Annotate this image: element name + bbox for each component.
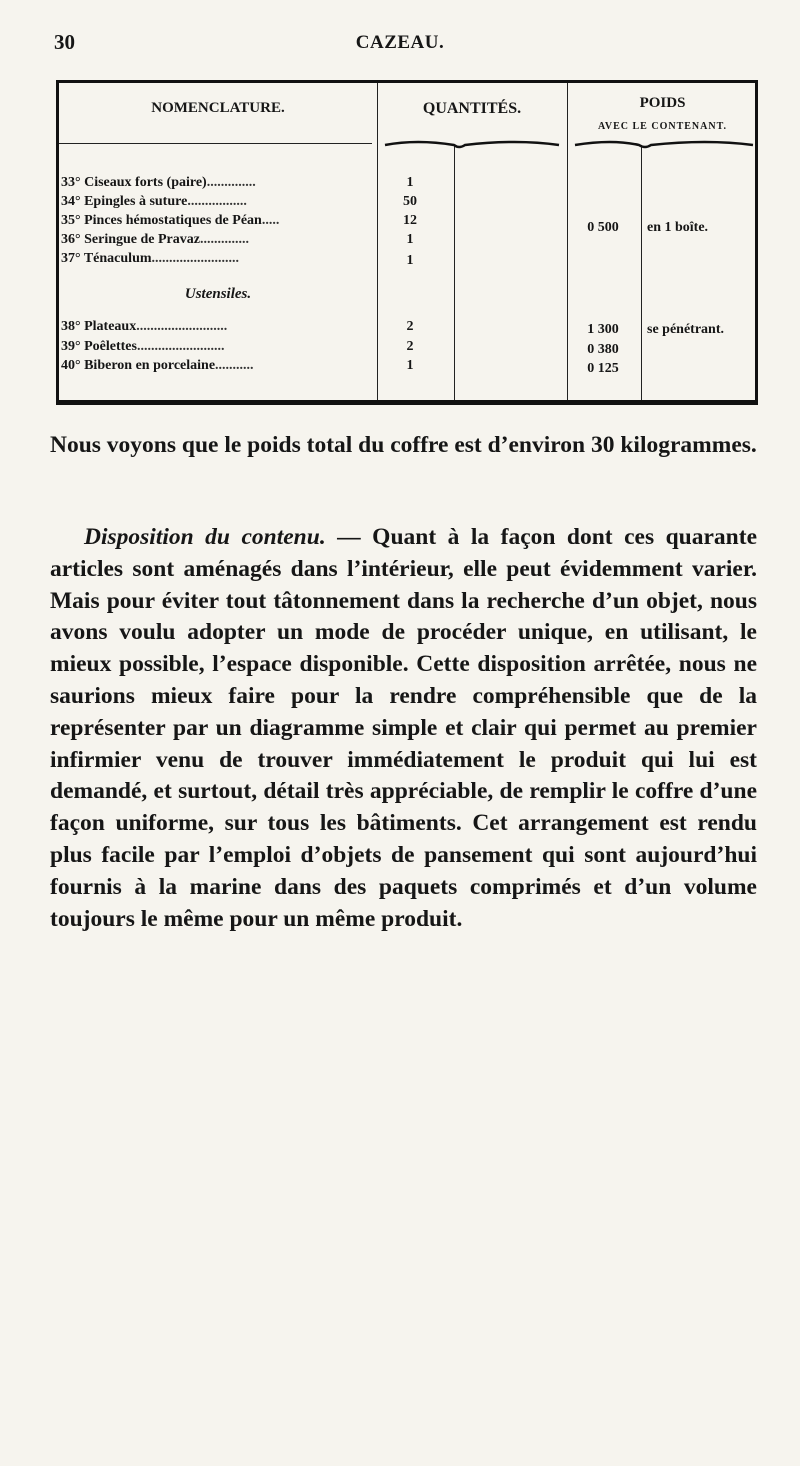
table-row-name: 36° Seringue de Pravaz.............. <box>61 232 249 247</box>
page-header <box>0 30 800 60</box>
nomenclature-table <box>56 80 758 405</box>
column-divider <box>454 145 455 400</box>
table-row-name: 39° Poêlettes......................... <box>61 339 225 354</box>
table-row-name: 37° Ténaculum......................... <box>61 251 240 266</box>
table-row-name: 35° Pinces hémostatiques de Péan..... <box>61 213 280 228</box>
table-row-name: 38° Plateaux.......................... <box>61 319 228 334</box>
table-row-weight: 0 125 <box>587 361 619 376</box>
header-rule <box>59 143 372 144</box>
paragraph-lead: Disposition du contenu. <box>84 524 326 550</box>
column-divider <box>641 145 642 400</box>
table-row-qty: 1 <box>406 175 414 190</box>
section-title: Ustensiles. <box>184 286 252 302</box>
column-header-poids-sub: AVEC LE CONTENANT. <box>597 121 728 132</box>
table-row-weight: 0 380 <box>587 342 619 357</box>
table-row-qty: 2 <box>406 339 414 354</box>
table-row-qty: 12 <box>403 213 417 228</box>
table-row-name: 40° Biberon en porcelaine........... <box>61 358 254 373</box>
table-row-weight: 1 300 <box>587 322 619 337</box>
paragraph-text: — Quant à la façon dont ces quarante articles sont aménagés dans l’intérieur, elle peut évidemment varier. Mais pour éviter tout tâtonnement dans la recherche d’un objet, nous avons voulu adopter un mode de procéder unique, en utilisant, le mieux possible, l’espace disponible. Cette disposition arrêtée, nous ne saurions mieux faire pour la rendre compréhensible que de la représenter par un diagramme simple et clair qui permet au premier infirmier venu de trouver immédiatement le produit qui lui est demandé, et surtout, détail très appréciable, de remplir le coffre d’une façon uniforme, sur tous les bâtiments. Cet arrangement est rendu plus facile par l’emploi d’objets de pansement qui sont aujourd’hui fournis à la marine dans des paquets comprimés et d’un volume toujours le même pour un même produit. <box>50 524 757 932</box>
table-row-note: en 1 boîte. <box>647 220 709 235</box>
table-row-weight: 0 500 <box>587 220 619 235</box>
body-paragraph: Nous voyons que le poids total du coffre est d’environ 30 kilogrammes. <box>50 432 757 458</box>
column-header-quantites: QUANTITÉS. <box>422 100 522 117</box>
table-row-qty: 1 <box>406 232 414 247</box>
table-row-qty: 50 <box>403 194 417 209</box>
table-row-qty: 1 <box>406 358 414 373</box>
column-header-poids: POIDS <box>639 95 686 111</box>
page-number: 30 <box>54 30 75 54</box>
table-row-qty: 2 <box>406 319 414 334</box>
table-row-name: 34° Epingles à suture................. <box>61 194 247 209</box>
table-row-qty: 1 <box>406 253 414 268</box>
table-row-note: se pénétrant. <box>647 322 724 337</box>
header-braces <box>377 135 757 155</box>
body-paragraph <box>50 522 757 935</box>
table-row-name: 33° Ciseaux forts (paire).............. <box>61 175 256 190</box>
column-header-nomenclature: NOMENCLATURE. <box>151 100 285 116</box>
running-head: CAZEAU. <box>355 32 445 53</box>
